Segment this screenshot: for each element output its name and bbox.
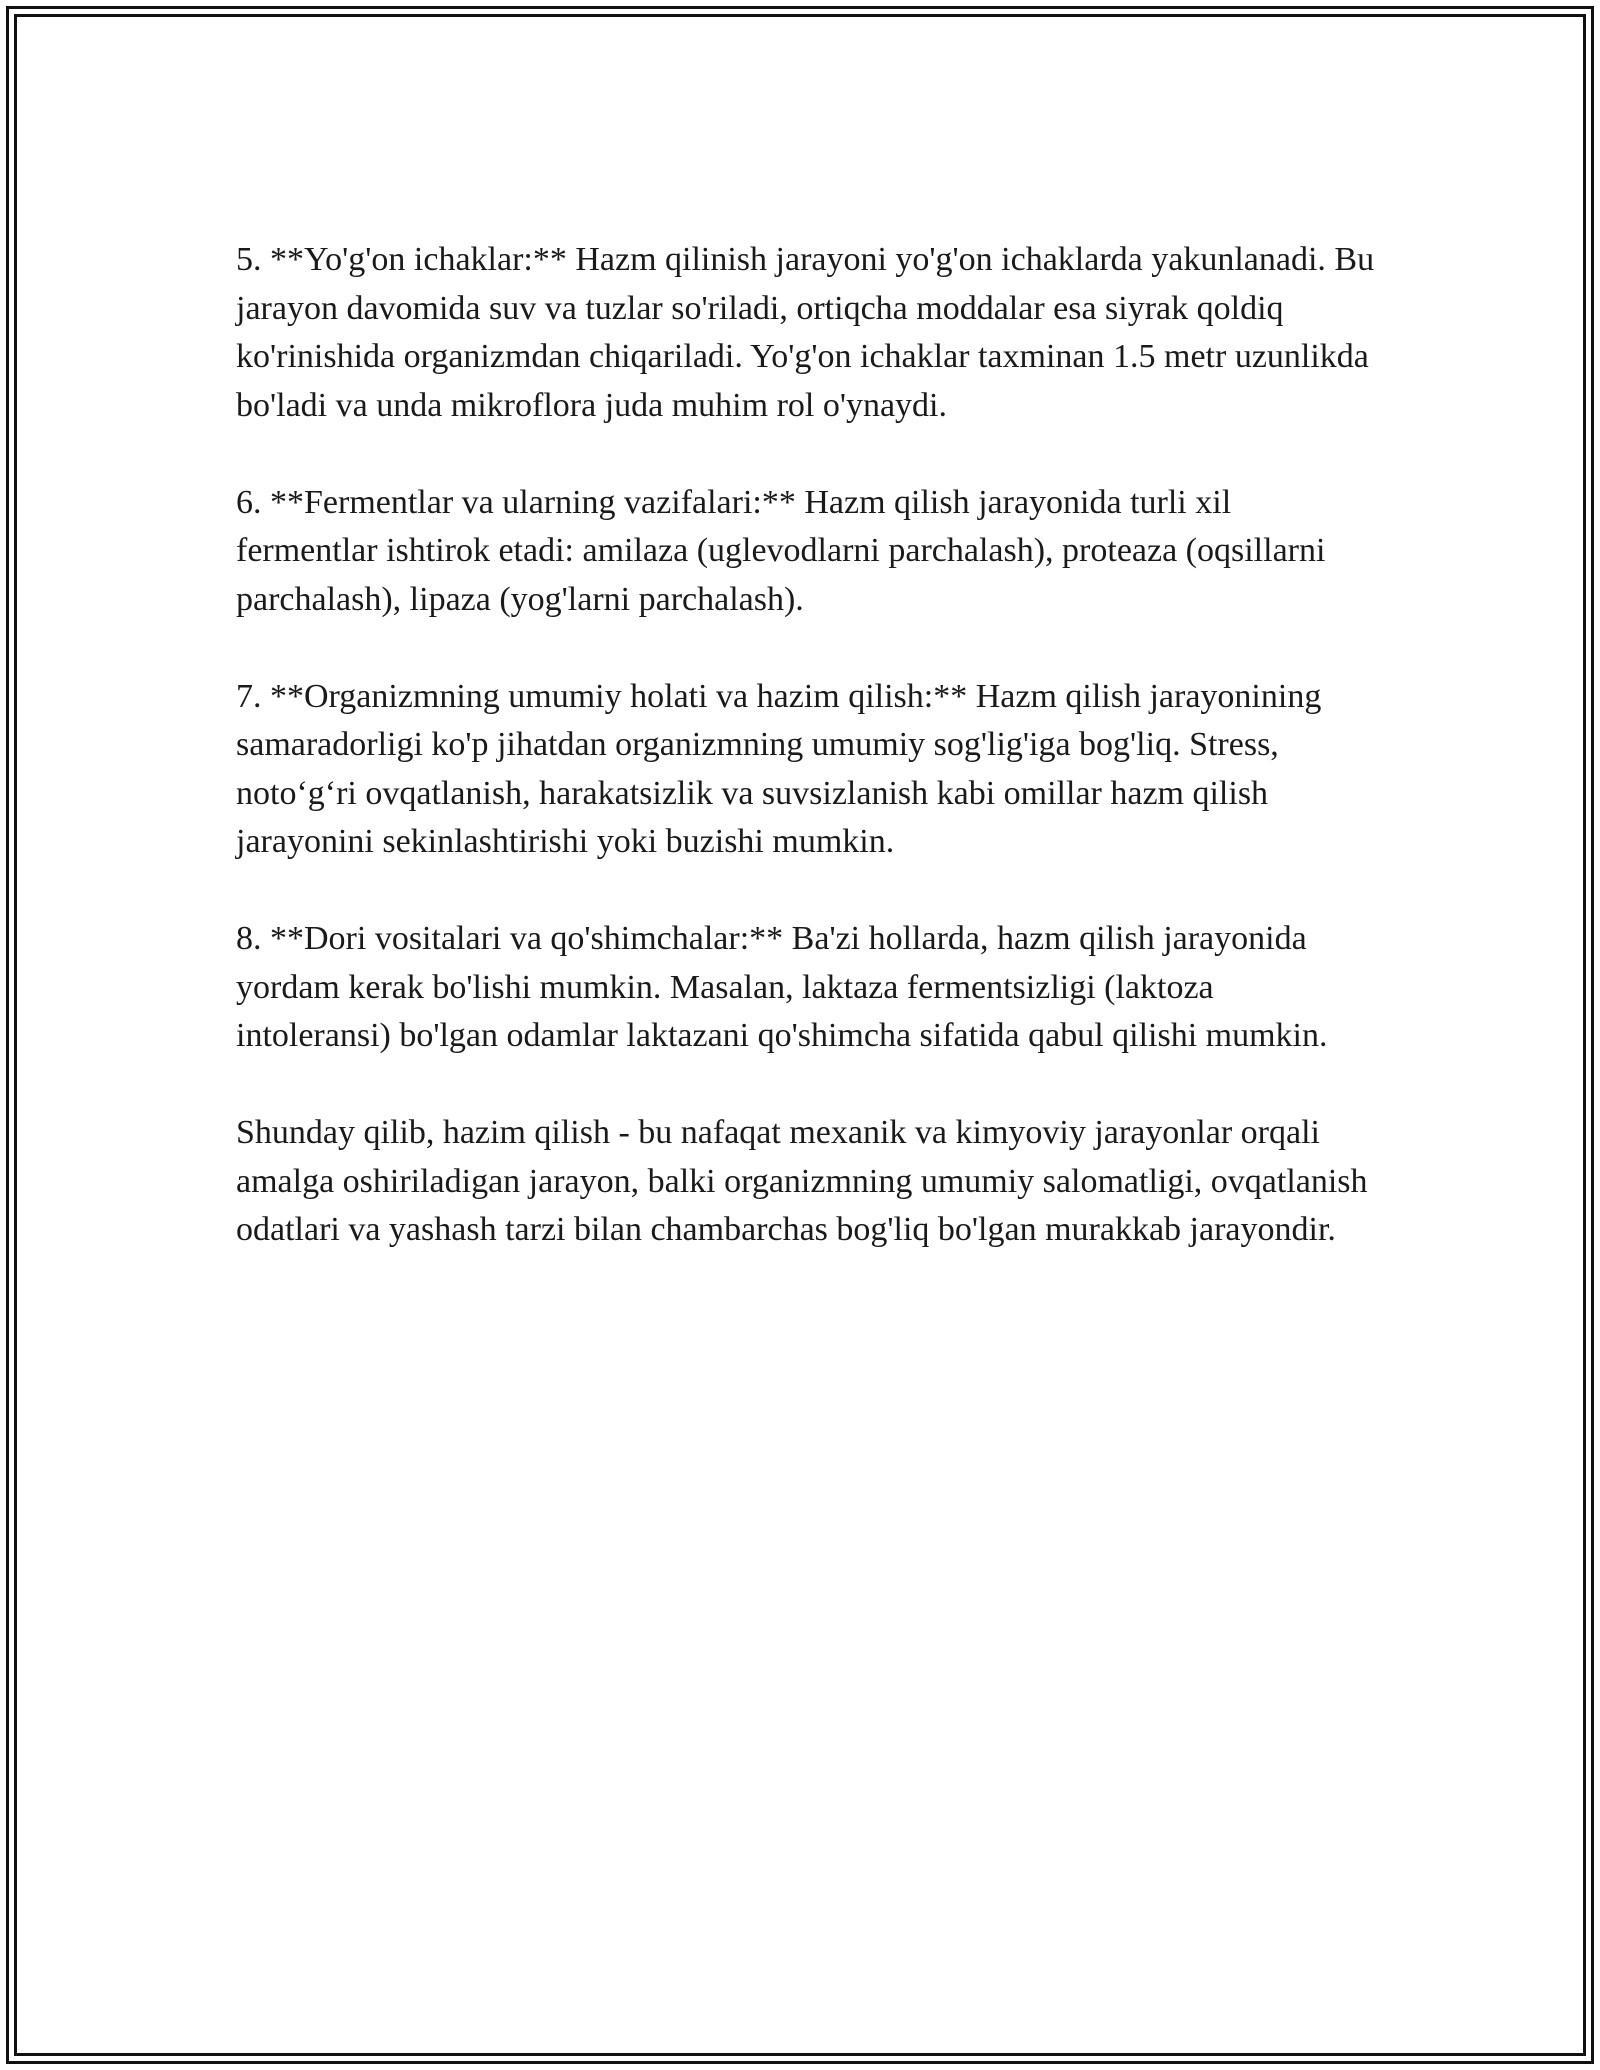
paragraph-medicines: 8. **Dori vositalari va qo'shimchalar:** Ba'zi hollarda, hazm qilish jarayonida yordam kerak bo'lishi mumkin. Masalan, laktaza fermentsizligi (laktoza intoleransi) bo'lgan odamlar laktazani qo'shimcha sifatida qabul qilishi mumkin. xyxy=(236,920,1328,1054)
paragraph-conclusion: Shunday qilib, hazim qilish - bu nafaqat mexanik va kimyoviy jarayonlar orqali amalga oshiriladigan jarayon, balki organizmning umumiy salomatligi, ovqatlanish odatlari va yashash tarzi bilan chambarchas bog'liq bo'lgan murakkab jarayondir. xyxy=(236,1114,1368,1248)
document-body xyxy=(236,236,1376,1303)
paragraph-enzymes: 6. **Fermentlar va ularning vazifalari:** Hazm qilish jarayonida turli xil fermentlar ishtirok etadi: amilaza (uglevodlarni parchalash), proteaza (oqsillarni parchalash), lipaza (yog'larni parchalash). xyxy=(236,483,1326,618)
paragraph-large-intestine: 5. **Yo'g'on ichaklar:** Hazm qilinish jarayoni yo'g'on ichaklarda yakunlanadi. Bu jarayon davomida suv va tuzlar so'riladi, ortiqcha moddalar esa siyrak qoldiq ko'rinishida organizmdan chiqariladi. Yo'g'on ichaklar taxminan 1.5 metr uzunlikda bo'ladi va unda mikroflora juda muhim rol o'ynaydi. xyxy=(236,241,1375,424)
paragraph-general-condition: 7. **Organizmning umumiy holati va hazim qilish:** Hazm qilish jarayonining samaradorligi ko'p jihatdan organizmning umumiy sog'lig'iga bog'liq. Stress, noto‘g‘ri ovqatlanish, harakatsizlik va suvsizlanish kabi omillar hazm qilish jarayonini sekinlashtirishi yoki buzishi mumkin. xyxy=(236,677,1322,860)
